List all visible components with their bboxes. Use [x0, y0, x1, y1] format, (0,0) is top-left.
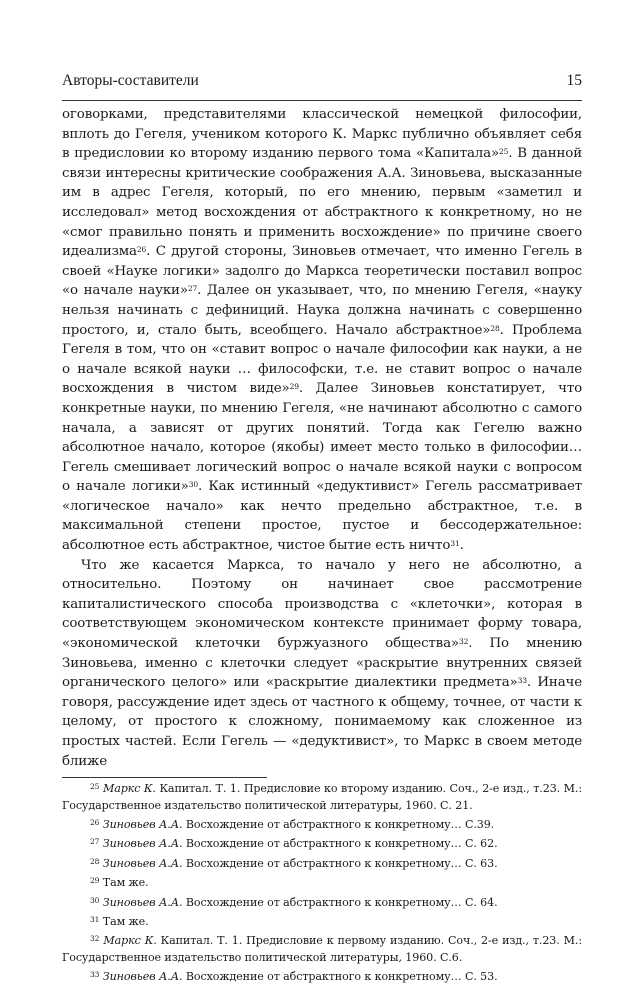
- footnote-31: $^{31}$ Там же.: [90, 915, 149, 929]
- paragraph-1: оговорками, представителями классической немецкой философии, вплоть до Гегеля, учеником которого К. Маркс публично объявляет себя в предисловии ко второму изданию первого тома «Капитала»$^{25}$. В данной связи интересны критические соображения А.А. Зиновьева, высказанные им в адрес Гегеля, который, по его мнению, первым «заметил и исследовал» метод восхождения от абстрактного к конкретному, но не «смог правильно понять и применить восхождение» по причине своего идеализма$^{26}$. С другой стороны, Зиновьев отмечает, что именно Гегель в своей «Науке логики» задолго до Маркса теоретически поставил вопрос «о начале науки»$^{27}$. Далее он указывает, что, по мнению Гегеля, «науку нельзя начинать с дефиниций. Наука должна начинать с совершенно простого, и, стало быть, всеобщего. Начало абстрактное»$^{28}$. Проблема Гегеля в том, что он «ставит вопрос о начале философии как науки, а не о начале всякой науки … философски, т.е. не ставит вопрос о начале восхождения в чистом виде»$^{29}$. Далее Зиновьев констатирует, что конкретные науки, по мнению Гегеля, «не начинают абсолютно с самого начала, а зависят от других понятий. Тогда как Гегелю важно абсолютное начало, которое (якобы) имеет место только в философии… Гегель смешивает логический вопрос о начале всякой науки с вопросом о начале логики»$^{30}$. Как истинный «дедуктивист» Гегель рассматривает «логическое начало» как нечто предельно абстрактное, т.е. в максимальной степени простое, пустое и бессодержательное: абсолютное есть абстрактное, чистое бытие есть ничто$^{31}$.: [62, 107, 583, 554]
- footnote-ref-27[interactable]: 27: [187, 284, 198, 294]
- footnote-ref-32[interactable]: 32: [458, 637, 469, 647]
- paragraph-2: Что же касается Маркса, то начало у него не абсолютно, а относительно. Поэтому он начинает свое рассмотрение капиталистического способа производства с «клеточки», которая в соответствующем экономическом контексте принимает форму товара, «экономической клеточки буржуазного общества»$^{32}$. По мнению Зиновьева, именно с клеточки следует «раскрытие внутренних связей органического целого» или «раскрытие диалектики предмета»$^{33}$. Иначе говоря, рассуждение идет здесь от частного к общему, точнее, от части к целому, от простого к сложному, понимаемому как сложенное из простых частей. Если Гегель — «дедуктивист», то Маркс в своем методе ближе: [62, 557, 583, 769]
- footnote-ref-30[interactable]: 30: [188, 480, 198, 490]
- footnote-ref-31[interactable]: 31: [450, 539, 460, 549]
- footnote-ref-33[interactable]: 33: [517, 676, 527, 686]
- footnote-29: $^{29}$ Там же.: [90, 876, 149, 890]
- header-rule: [62, 100, 582, 101]
- main-text: [62, 105, 582, 771]
- footnote-ref-25[interactable]: 25: [499, 147, 509, 157]
- footnote-32: $^{32}$ Маркс К. Капитал. Т. 1. Предисловие к первому изданию. Соч., 2-е изд., т.23. М.: Государственное издательство политической литературы, 1960. С.6.: [62, 934, 582, 964]
- footnote-rule: [62, 777, 267, 778]
- book-page: [62, 72, 582, 989]
- footnote-33: $^{33}$ Зиновьев А.А. Восхождение от абстрактного к конкретному… С. 53.: [90, 970, 498, 984]
- running-title: Авторы-составители: [62, 72, 199, 89]
- footnote-28: $^{28}$ Зиновьев А.А. Восхождение от абстрактного к конкретному… С. 63.: [90, 856, 498, 870]
- footnote-ref-28[interactable]: 28: [490, 323, 500, 333]
- footnote-ref-29[interactable]: 29: [289, 382, 299, 392]
- footnote-30: $^{30}$ Зиновьев А.А. Восхождение от абстрактного к конкретному… С. 64.: [90, 895, 498, 909]
- footnotes: [62, 781, 582, 985]
- running-header: [62, 72, 582, 94]
- footnote-26: $^{26}$ Зиновьев А.А. Восхождение от абстрактного к конкретному… С.39.: [90, 818, 495, 831]
- footnote-27: $^{27}$ Зиновьев А.А. Восхождение от абстрактного к конкретному… С. 62.: [90, 837, 498, 851]
- footnote-ref-26[interactable]: 26: [136, 245, 147, 255]
- page-number: 15: [566, 72, 582, 89]
- footnote-25: $^{25}$ Маркс К. Капитал. Т. 1. Предисловие ко второму изданию. Соч., 2-е изд., т.23. М.: Государственное издательство политической литературы, 1960. С. 21.: [62, 782, 582, 812]
